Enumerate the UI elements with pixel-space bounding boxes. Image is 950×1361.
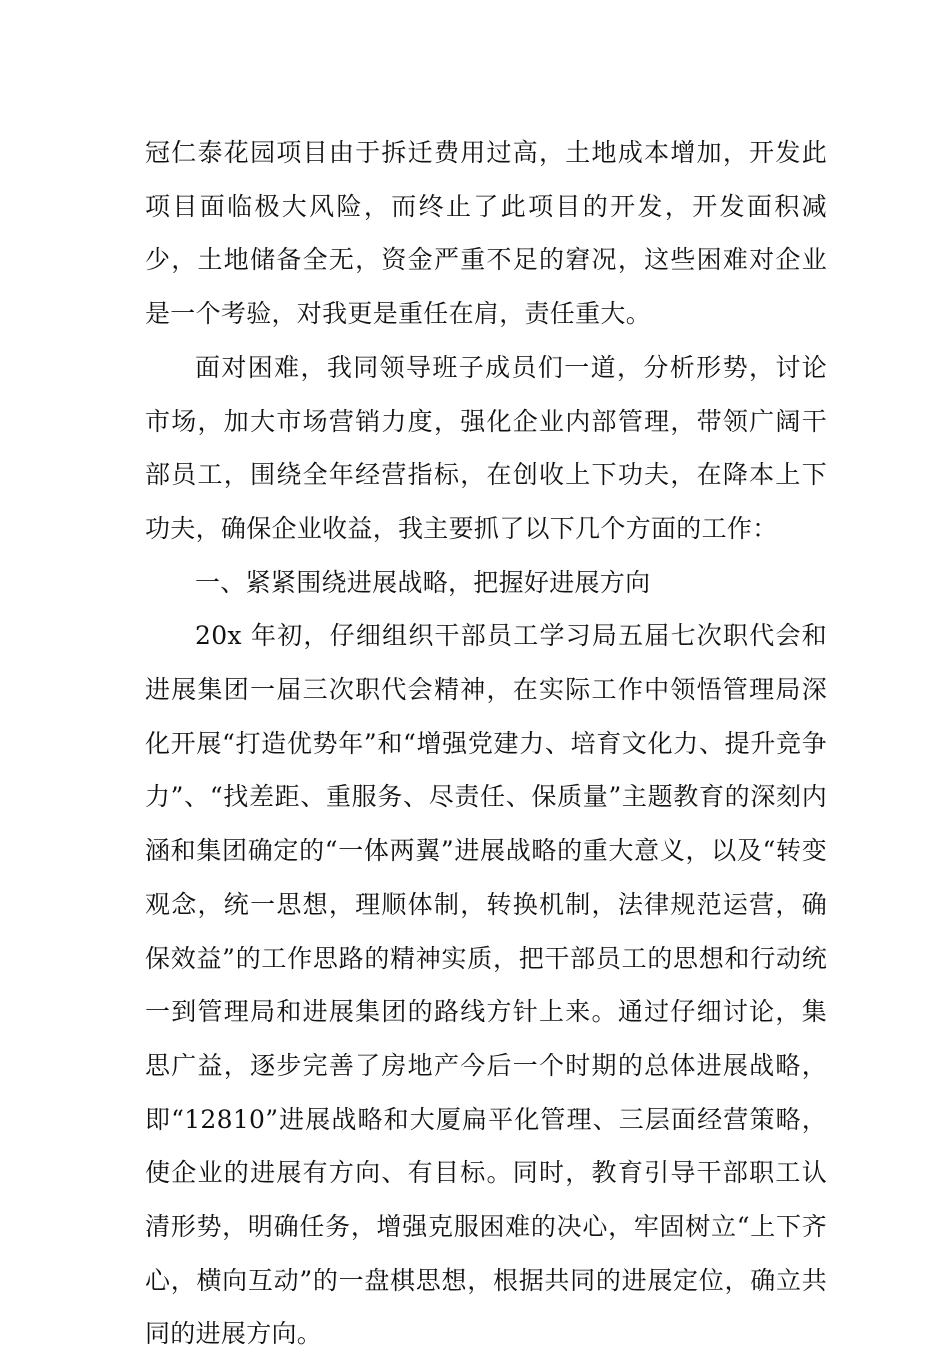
section-heading: 一、紧紧围绕进展战略，把握好进展方向 — [195, 567, 651, 597]
paragraph-continuation: 冠仁泰花园项目由于拆迁费用过高，土地成本增加，开发此项目面临极大风险，而终止了此项目的开发，开发面积减少，土地储备全无，资金严重不足的窘况，这些困难对企业是一个考验，对我更是重任在肩，责任重大。 — [145, 138, 827, 329]
paragraph-strategy: 20x 年初，仔细组织干部员工学习局五届七次职代会和进展集团一届三次职代会精神，在实际工作中领悟管理局深化开展“打造优势年”和“增强党建力、培育文化力、提升竞争力”、“找差距、重服务、尽责任、保质量”主题教育的深刻内涵和集团确定的“一体两翼”进展战略的重大意义，以及“转变观念，统一思想，理顺体制，转换机制，法律规范运营，确保效益”的工作思路的精神实质，把干部员工的思想和行动统一到管理局和进展集团的路线方针上来。通过仔细讨论，集思广益，逐步完善了房地产今后一个时期的总体进展战略，即“12810”进展战略和大厦扁平化管理、三层面经营策略，使企业的进展有方向、有目标。同时，教育引导干部职工认清形势，明确任务，增强克服困难的决心，牢固树立“上下齐心，横向互动”的一盘棋思想，根据共同的进展定位，确立共同的进展方向。 — [145, 621, 827, 1349]
paragraph-facing-difficulties: 面对困难，我同领导班子成员们一道，分析形势，讨论市场，加大市场营销力度，强化企业内部管理，带领广阔干部员工，围绕全年经营指标，在创收上下功夫，在降本上下功夫，确保企业收益，我主要抓了以下几个方面的工作： — [145, 352, 827, 543]
document-body — [145, 126, 827, 1361]
